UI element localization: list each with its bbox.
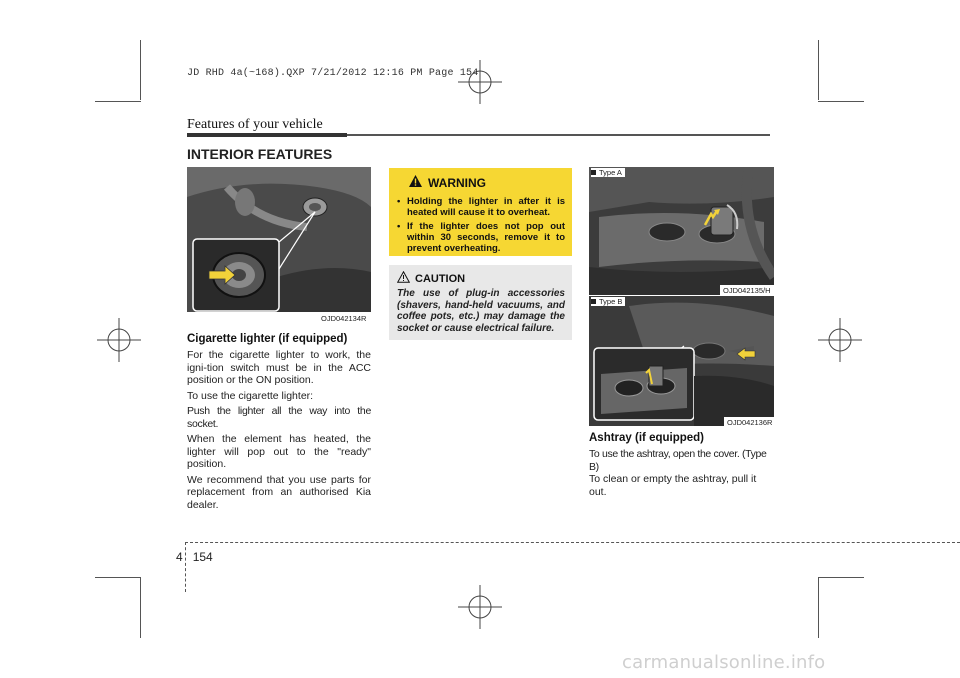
caution-text: The use of plug-in accessories (shavers, hand-held vacuums, and coffee pots, etc.) may damage the socket or cause electrical failure. bbox=[397, 288, 565, 334]
square-bullet-icon bbox=[591, 170, 596, 175]
caution-header bbox=[397, 271, 465, 286]
ashtray-type-b-photo bbox=[589, 296, 774, 426]
page-number bbox=[176, 550, 213, 564]
cigarette-para-1: For the cigarette lighter to work, the igni-tion switch must be in the ACC position or the ON position. bbox=[187, 349, 371, 386]
crop-mark bbox=[818, 578, 819, 638]
registration-mark-top bbox=[458, 60, 502, 104]
cigarette-para-2: To use the cigarette lighter: bbox=[187, 389, 314, 402]
ashtray-para-1: To use the ashtray, open the cover. (Type B) bbox=[589, 448, 767, 473]
registration-mark-left bbox=[97, 318, 141, 362]
registration-mark-right bbox=[818, 318, 862, 362]
warning-box bbox=[389, 168, 572, 256]
warning-title: WARNING bbox=[428, 175, 486, 190]
warning-list bbox=[397, 196, 565, 257]
crop-mark bbox=[95, 101, 141, 102]
figure-code-lighter: OJD042134R bbox=[318, 313, 369, 324]
footer-rule bbox=[185, 542, 960, 543]
chapter-title: Features of your vehicle bbox=[187, 117, 323, 132]
figure-code-ashtray-a: OJD042135/H bbox=[720, 285, 774, 296]
type-a-label: Type A bbox=[591, 168, 625, 177]
cigarette-lighter-section bbox=[187, 333, 371, 514]
header-rule-accent bbox=[187, 133, 347, 137]
ashtray-section bbox=[589, 432, 774, 498]
section-heading: INTERIOR FEATURES bbox=[187, 146, 333, 162]
caution-box bbox=[389, 265, 572, 340]
caution-triangle-icon bbox=[397, 271, 410, 286]
lighter-photo bbox=[187, 167, 371, 312]
cigarette-lighter-heading: Cigarette lighter (if equipped) bbox=[187, 333, 348, 345]
cigarette-para-3: Push the lighter all the way into the socket. bbox=[187, 405, 371, 430]
cigarette-para-5: We recommend that you use parts for replacement from an authorised Kia dealer. bbox=[187, 473, 371, 511]
crop-mark bbox=[818, 101, 864, 102]
type-b-label: Type B bbox=[591, 297, 625, 306]
watermark: carmanualsonline.info bbox=[622, 652, 826, 673]
warning-item: • If the lighter does not pop out within 30 seconds, remove it to prevent overheating. bbox=[397, 221, 565, 254]
crop-mark bbox=[95, 577, 141, 578]
figure-code-ashtray-b: OJD042136R bbox=[724, 417, 775, 428]
crop-mark bbox=[140, 40, 141, 100]
ashtray-para-2: To clean or empty the ashtray, pull it out. bbox=[589, 473, 757, 498]
warning-header bbox=[409, 175, 486, 190]
cigarette-para-4: When the element has heated, the lighter will pop out to the "ready" position. bbox=[187, 433, 371, 470]
crop-mark bbox=[818, 40, 819, 100]
page-number-value: 154 bbox=[192, 550, 213, 564]
print-slug-line: JD RHD 4a(~168).QXP 7/21/2012 12:16 PM Page 154 bbox=[187, 68, 479, 79]
crop-mark bbox=[818, 577, 864, 578]
ashtray-type-a-photo bbox=[589, 167, 774, 295]
chapter-number: 4 bbox=[176, 550, 183, 564]
square-bullet-icon bbox=[591, 299, 596, 304]
warning-triangle-icon bbox=[409, 175, 422, 190]
warning-item: • Holding the lighter in after it is heated will cause it to overheat. bbox=[397, 196, 565, 218]
registration-mark-bottom bbox=[458, 585, 502, 629]
crop-mark bbox=[140, 578, 141, 638]
caution-title: CAUTION bbox=[415, 272, 466, 285]
ashtray-heading: Ashtray (if equipped) bbox=[589, 432, 705, 444]
